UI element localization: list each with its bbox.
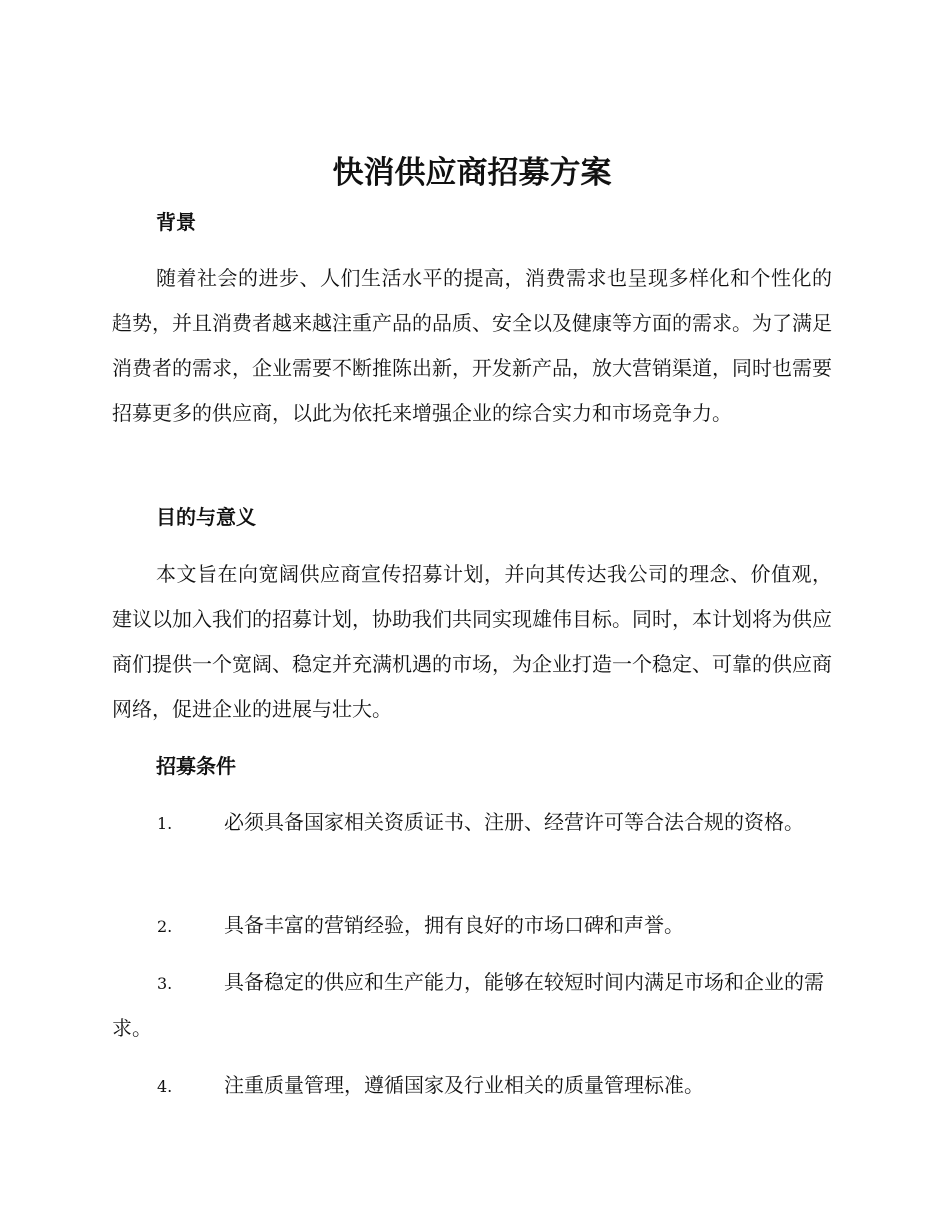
list-item-text: 具备丰富的营销经验，拥有良好的市场口碑和声誉。 bbox=[224, 913, 684, 937]
list-item-number: 2. bbox=[157, 917, 173, 936]
background-paragraph: 随着社会的进步、人们生活水平的提高，消费需求也呈现多样化和个性化的趋势，并且消费者越来越注重产品的品质、安全以及健康等方面的需求。为了满足消费者的需求，企业需要不断推陈出新，开发新产品，放大营销渠道，同时也需要招募更多的供应商，以此为依托来增强企业的综合实力和市场竞争力。 bbox=[112, 266, 832, 425]
list-item-number: 3. bbox=[157, 974, 173, 993]
document-title: 快消供应商招募方案 bbox=[332, 155, 612, 191]
list-item-text: 注重质量管理，遵循国家及行业相关的质量管理标准。 bbox=[224, 1073, 704, 1097]
list-item-number: 4. bbox=[157, 1077, 173, 1096]
section-heading-background: 背景 bbox=[156, 210, 196, 234]
purpose-paragraph: 本文旨在向宽阔供应商宣传招募计划，并向其传达我公司的理念、价值观，建议以加入我们的招募计划，协助我们共同实现雄伟目标。同时，本计划将为供应商们提供一个宽阔、稳定并充满机遇的市场，为企业打造一个稳定、可靠的供应商网络，促进企业的进展与壮大。 bbox=[112, 562, 832, 721]
list-item bbox=[112, 960, 832, 1051]
list-item-text: 必须具备国家相关资质证书、注册、经营许可等合法合规的资格。 bbox=[224, 810, 804, 834]
section-heading-purpose: 目的与意义 bbox=[156, 505, 256, 529]
list-item bbox=[112, 1063, 832, 1109]
list-item bbox=[112, 800, 832, 846]
section-heading-conditions: 招募条件 bbox=[156, 754, 236, 778]
list-item-text: 具备稳定的供应和生产能力，能够在较短时间内满足市场和企业的需求。 bbox=[112, 970, 824, 1040]
list-item-number: 1. bbox=[157, 814, 173, 833]
list-item bbox=[112, 903, 832, 949]
